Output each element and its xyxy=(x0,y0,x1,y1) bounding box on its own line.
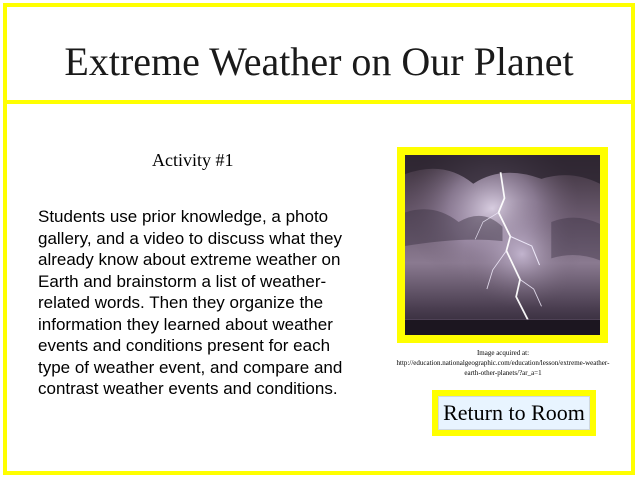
image-source-url: http://education.nationalgeographic.com/education/lesson/extreme-weather-earth-other-planets/?ar_a=1 xyxy=(396,359,610,377)
activity-label: Activity #1 xyxy=(152,150,234,170)
lightning-storm-image xyxy=(405,155,600,335)
return-to-room-label[interactable]: Return to Room xyxy=(438,396,590,430)
lightning-storm-icon xyxy=(405,155,600,335)
activity-description: Students use prior knowledge, a photo gallery, and a video to discuss what they already know about extreme weather on Earth and brainstorm a list of weather-related words. Then they organize the information they learned about weather events and conditions present for each type of weather event, and compare and contrast weather events and conditions. xyxy=(38,207,343,398)
page-title: Extreme Weather on Our Planet xyxy=(64,39,574,84)
photo-frame xyxy=(397,147,608,343)
title-divider xyxy=(3,100,635,104)
image-caption-label: Image acquired at: xyxy=(476,349,530,357)
return-to-room-button[interactable] xyxy=(432,390,596,436)
image-caption xyxy=(393,348,613,378)
